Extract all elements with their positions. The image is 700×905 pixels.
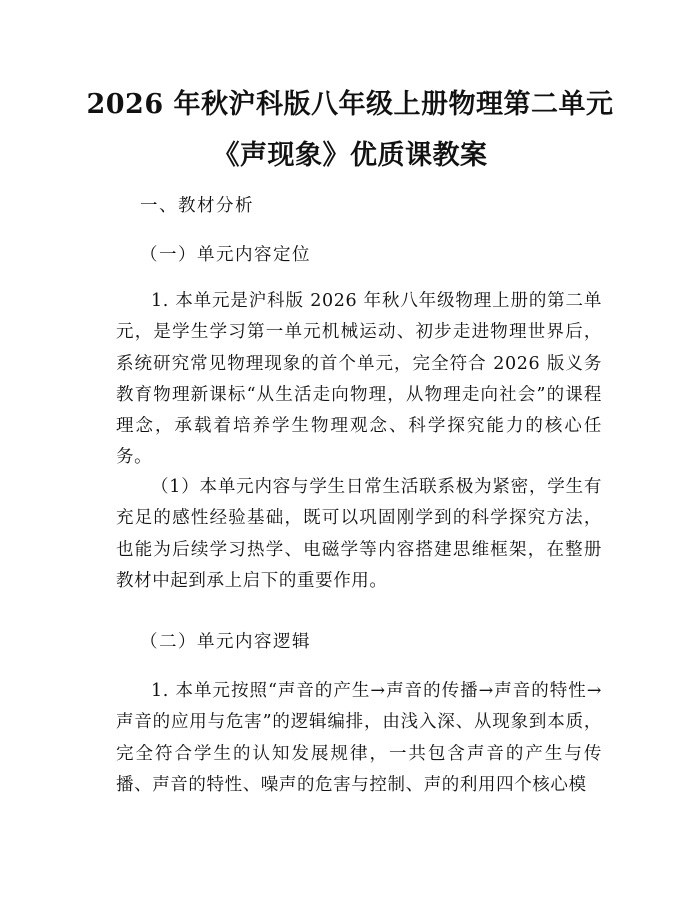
paragraph-unit-overview: 1. 本单元是沪科版 2026 年秋八年级物理上册的第二单元，是学生学习第一单元机械运动、初步走进物理世界后，系统研究常见物理现象的首个单元，完全符合 2026 版义务教育物理新课标“从生活走向物理，从物理走向社会”的课程理念，承载着培养学生物理观念、科学探究能力的核心任务。 — [116, 291, 602, 468]
paragraph-unit-relevance: （1）本单元内容与学生日常生活联系极为紧密，学生有充足的感性经验基础，既可以巩固刚学到的科学探究方法，也能为后续学习热学、电磁学等内容搭建思维框架，在整册教材中起到承上启下的重要作用。 — [116, 477, 602, 591]
paragraph-unit-structure: 1. 本单元按照“声音的产生→声音的传播→声音的特性→声音的应用与危害”的逻辑编排，由浅入深、从现象到本质，完全符合学生的认知发展规律，一共包含声音的产生与传播、声音的特性、噪声的危害与控制、声的利用四个核心模 — [116, 681, 602, 795]
document-title-line-2: 《声现象》优质课教案 — [212, 140, 488, 171]
subsection-heading-unit-logic: （二）单元内容逻辑 — [140, 632, 311, 652]
section-heading-teaching-material-analysis: 一、教材分析 — [140, 196, 254, 216]
document-title-line-1: 2026 年秋沪科版八年级上册物理第二单元 — [86, 89, 614, 120]
subsection-heading-unit-positioning: （一）单元内容定位 — [140, 245, 311, 265]
